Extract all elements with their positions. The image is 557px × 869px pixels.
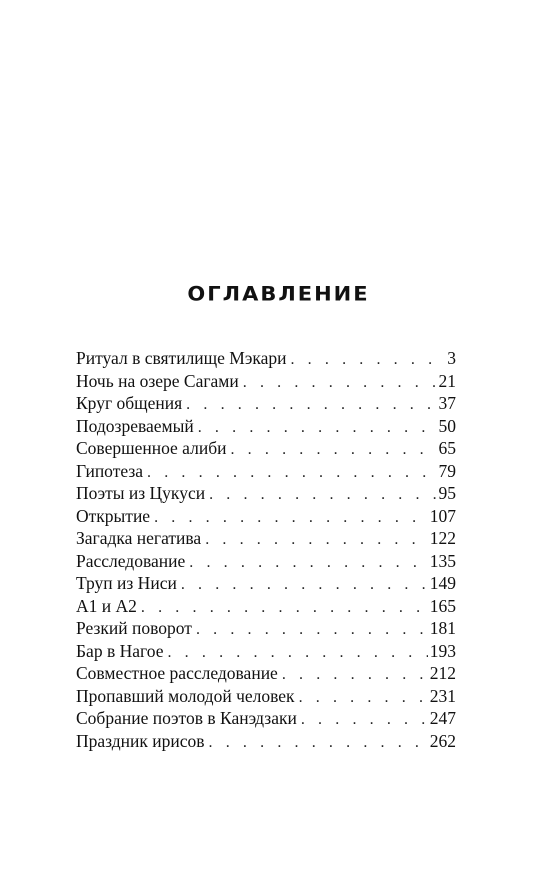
toc-entry-label: Расследование: [76, 550, 186, 571]
toc-dot-leader: [243, 372, 437, 395]
toc-entry: [76, 685, 456, 708]
toc-dot-leader: [147, 462, 436, 485]
toc-entry-page-number: 3: [447, 348, 456, 368]
toc-entry-page-number: 50: [438, 415, 456, 436]
toc-dot-leader: [186, 394, 436, 417]
toc-entry: [76, 460, 456, 483]
toc-dot-leader: [209, 732, 428, 755]
toc-entry-page-number: 107: [429, 505, 456, 526]
toc-entry: [76, 572, 456, 595]
toc-entry-page-number: 37: [438, 393, 456, 413]
toc-entry-label: Открытие: [76, 505, 151, 526]
toc-entry-page-number: 181: [429, 618, 456, 638]
toc-dot-leader: [205, 529, 428, 552]
toc-entry-page-number: 122: [429, 528, 456, 548]
toc-dot-leader: [198, 417, 437, 440]
toc-entry: [76, 437, 456, 460]
toc-entry: [76, 370, 456, 393]
toc-entry-label: Собрание поэтов в Канэдзаки: [76, 708, 297, 728]
toc-entry-label: А1 и А2: [76, 595, 137, 616]
toc-entry-page-number: 212: [429, 663, 456, 683]
toc-entry-page-number: 262: [429, 730, 456, 751]
toc-entry-page-number: 231: [429, 685, 456, 706]
toc-entry-page-number: 135: [429, 550, 456, 571]
toc-dot-leader: [154, 507, 428, 530]
toc-entry-label: Загадка негатива: [76, 528, 202, 548]
toc-dot-leader: [181, 574, 428, 597]
toc-entry-label: Круг общения: [76, 393, 183, 413]
toc-entry-label: Ночь на озере Сагами: [76, 370, 239, 391]
toc-dot-leader: [282, 664, 428, 687]
toc-entry-label: Бар в Нагое: [76, 640, 164, 661]
toc-entry-page-number: 79: [438, 460, 456, 481]
toc-entry-label: Поэты из Цукуси: [76, 483, 206, 503]
toc-entry: [76, 550, 456, 573]
toc-dot-leader: [301, 709, 428, 732]
toc-entry-label: Ритуал в святилище Мэкари: [76, 348, 287, 368]
toc-title: ОГЛАВЛЕНИЕ: [187, 282, 370, 306]
toc-entry-label: Гипотеза: [76, 460, 144, 481]
toc-entry-label: Пропавший молодой человек: [76, 685, 295, 706]
toc-entry-label: Совершенное алиби: [76, 438, 227, 458]
toc-dot-leader: [299, 687, 428, 710]
toc-dot-leader: [230, 439, 436, 462]
toc-dot-leader: [196, 619, 428, 642]
toc-entry: [76, 707, 456, 730]
toc-entry: [76, 730, 456, 753]
toc-entry: [76, 415, 456, 438]
toc-entry-page-number: 65: [438, 438, 456, 458]
toc-dot-leader: [290, 349, 445, 372]
toc-dot-leader: [141, 597, 428, 620]
toc-entry-page-number: 149: [429, 573, 456, 593]
toc-entry-label: Труп из Ниси: [76, 573, 177, 593]
toc-entry-label: Совместное расследование: [76, 663, 278, 683]
toc-entry: [76, 640, 456, 663]
toc-entry: [76, 505, 456, 528]
toc-entry: [76, 617, 456, 640]
toc-entry-page-number: 247: [429, 708, 456, 728]
toc-entry-page-number: 21: [438, 370, 456, 391]
toc-entry-label: Праздник ирисов: [76, 730, 205, 751]
toc-entry: [76, 347, 456, 370]
toc-entry: [76, 595, 456, 618]
toc-entry: [76, 392, 456, 415]
toc-dot-leader: [167, 642, 427, 665]
toc-list: [76, 347, 456, 752]
toc-entry-page-number: 193: [429, 640, 456, 661]
toc-dot-leader: [209, 484, 436, 507]
toc-entry-label: Подозреваемый: [76, 415, 194, 436]
toc-entry: [76, 482, 456, 505]
toc-entry: [76, 527, 456, 550]
toc-dot-leader: [189, 552, 427, 575]
toc-entry-page-number: 165: [429, 595, 456, 616]
toc-entry: [76, 662, 456, 685]
toc-entry-label: Резкий поворот: [76, 618, 192, 638]
toc-entry-page-number: 95: [438, 483, 456, 503]
